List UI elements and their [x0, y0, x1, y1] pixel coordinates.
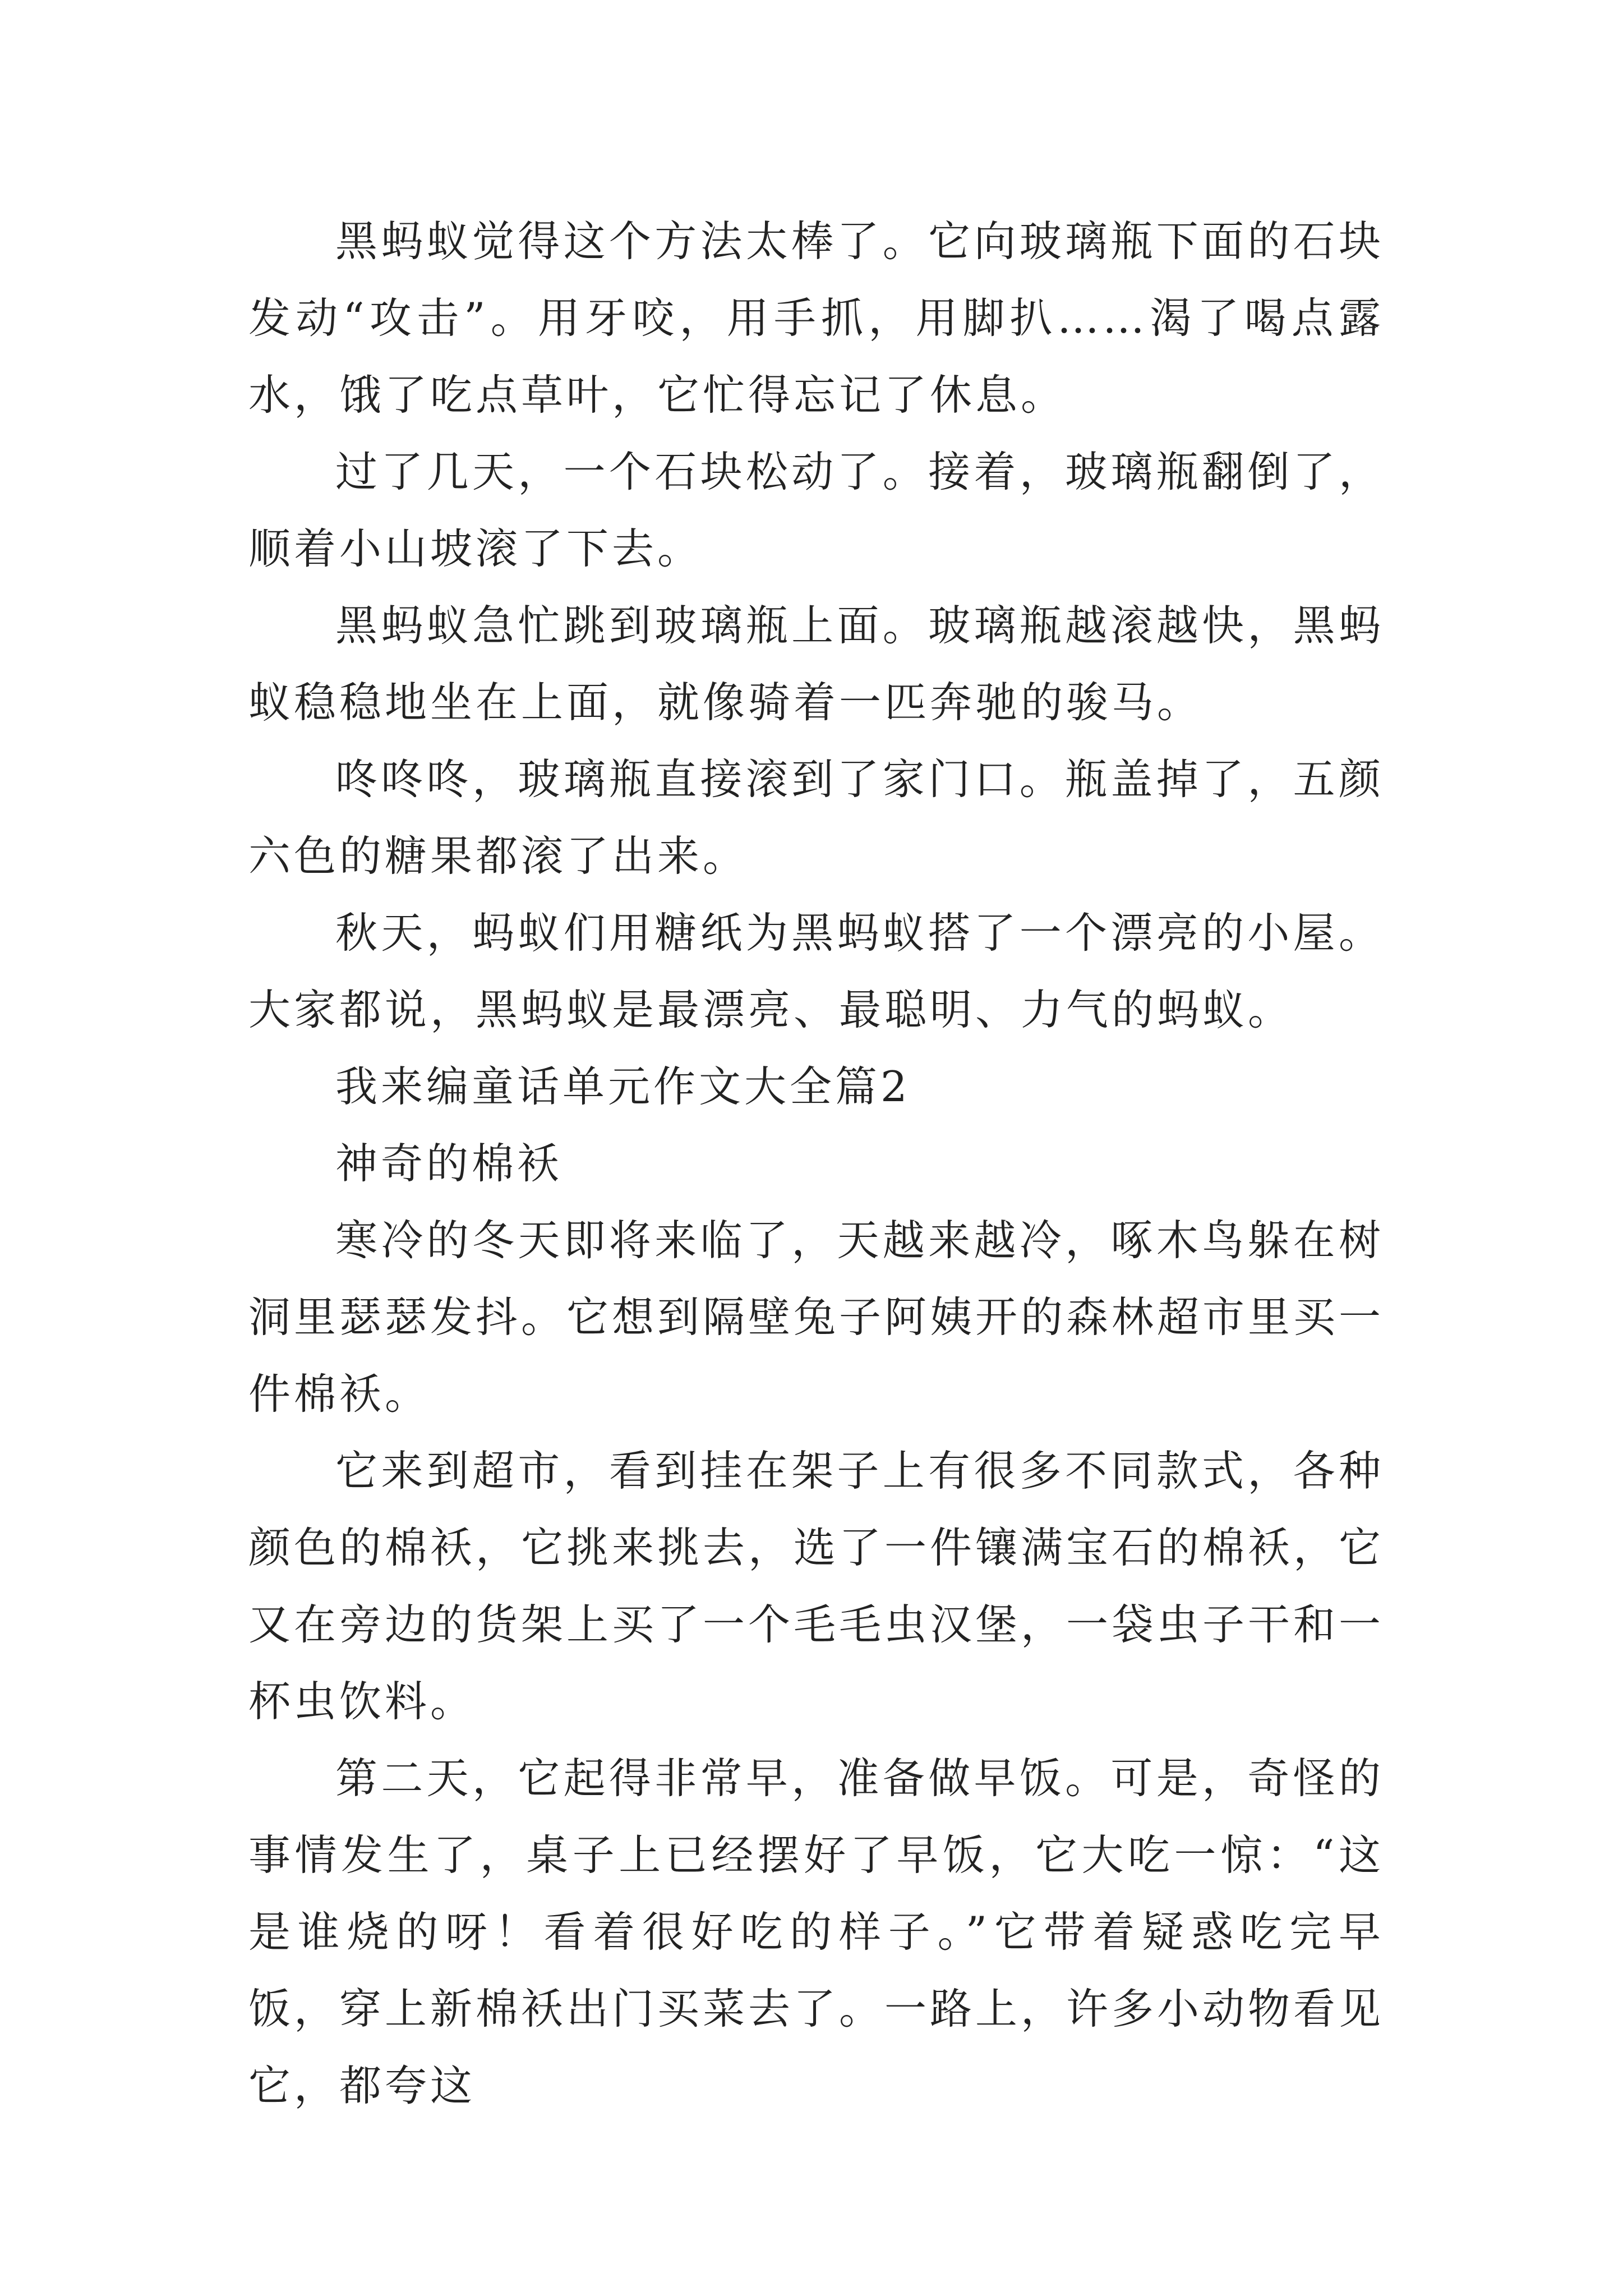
- section-heading: 我来编童话单元作文大全篇2: [335, 1062, 911, 1111]
- paragraph-2: 过了几天，一个石块松动了。接着，玻璃瓶翻倒了，顺着小山坡滚了下去。: [248, 447, 1384, 573]
- paragraph-5: 秋天，蚂蚁们用糖纸为黑蚂蚁搭了一个漂亮的小屋。大家都说，黑蚂蚁是最漂亮、最聪明、力气的蚂蚁。: [248, 908, 1384, 1034]
- paragraph-4: 咚咚咚，玻璃瓶直接滚到了家门口。瓶盖掉了，五颜六色的糖果都滚了出来。: [248, 754, 1384, 881]
- paragraph-7: 它来到超市，看到挂在架子上有很多不同款式，各种颜色的棉袄，它挑来挑去，选了一件镶满宝石的棉袄，它又在旁边的货架上买了一个毛毛虫汉堡，一袋虫子干和一杯虫饮料。: [248, 1446, 1385, 1726]
- document-body: [248, 203, 1384, 2124]
- paragraph-3: 黑蚂蚁急忙跳到玻璃瓶上面。玻璃瓶越滚越快，黑蚂蚁稳稳地坐在上面，就像骑着一匹奔驰的骏马。: [248, 601, 1384, 727]
- paragraph-6: 寒冷的冬天即将来临了，天越来越冷，啄木鸟躲在树洞里瑟瑟发抖。它想到隔壁兔子阿姨开的森林超市里买一件棉袄。: [248, 1216, 1385, 1419]
- story-title: 神奇的棉袄: [335, 1139, 563, 1188]
- paragraph-8: 第二天，它起得非常早，准备做早饭。可是，奇怪的事情发生了，桌子上已经摆好了早饭，它大吃一惊：“这是谁烧的呀！看着很好吃的样子。”它带着疑惑吃完早饭，穿上新棉袄出门买菜去了。一路上，许多小动物看见它，都夸这: [248, 1754, 1385, 2110]
- paragraph-1: 黑蚂蚁觉得这个方法太棒了。它向玻璃瓶下面的石块发动“攻击”。用牙咬，用手抓，用脚扒……渴了喝点露水，饿了吃点草叶，它忙得忘记了休息。: [248, 217, 1384, 420]
